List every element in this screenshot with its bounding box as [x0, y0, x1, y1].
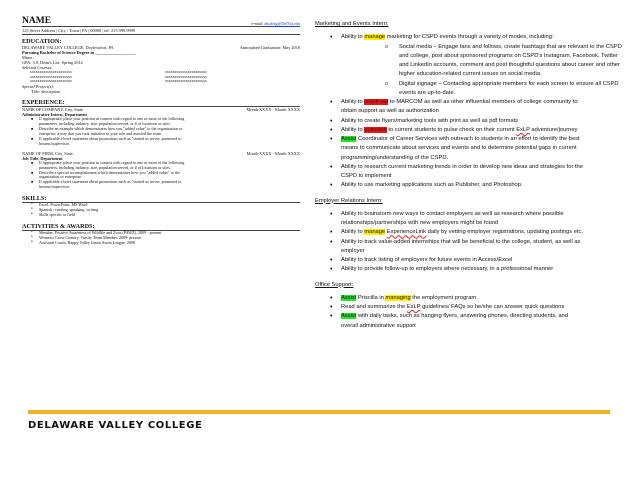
- address-rule: [22, 34, 300, 35]
- spellcheck-word: ExLP: [516, 126, 530, 133]
- job-dates: Month XXXX - Month XXXX: [246, 150, 300, 156]
- minor: Minor:: [22, 55, 34, 61]
- job-bullets: [22, 161, 300, 190]
- job-bullet-cont: parameters, including industry, size, population served, or # of locations or sites.: [39, 164, 171, 170]
- job-bullet: ■ If appropriate, place your position in context with regard to one or more of the following: [31, 161, 300, 166]
- intern-roles-notes: [315, 20, 623, 331]
- text-line: Ability to track value-added internships that will be beneficial to the college, student, as well as: [341, 238, 581, 245]
- job-title: Job Title, Department: [22, 155, 63, 161]
- marketing-bullet: [315, 98, 623, 117]
- project-title: Title: description: [31, 88, 61, 94]
- resume-name: NAME: [22, 16, 52, 26]
- sub-bullet-social-media: [341, 43, 623, 80]
- school-name: DELAWARE VALLEY COLLEGE, Doylestown, PA: [22, 45, 114, 50]
- job-bullet-cont: enterprise; a way that you took initiative in your role and assisted the team: [39, 130, 161, 136]
- highlight-assist: Assist: [341, 294, 357, 301]
- text-run: Ability to: [341, 99, 365, 105]
- text-line: Ability to research current marketing trends in order to develop new ideas and strategies for the: [341, 163, 583, 170]
- highlight-assist: Assist: [341, 136, 357, 142]
- employer-bullet: • Ability to track listing of employers for future events in Access/Excel: [315, 256, 623, 265]
- resume-header: [22, 14, 300, 26]
- highlight-managing: managing: [385, 294, 411, 301]
- text-run: guidelines/ FAQs so he/she can answer quick questions: [420, 304, 565, 310]
- job-bullet: ■ Describe an example which demonstrates how you "added value" to the organization or: [31, 127, 300, 132]
- text-line: Social media – Engage fans and follows, create hashtags that are relevant to the CSPD: [399, 43, 622, 50]
- college-wordmark: DELAWARE VALLEY COLLEGE: [28, 420, 203, 431]
- job-title: Administrative Intern, Department: [22, 111, 87, 117]
- activities-list: [22, 231, 300, 246]
- skills-heading: SKILLS:: [22, 195, 47, 203]
- spellcheck-word: ExLP: [406, 304, 421, 310]
- text-line: and college, post about sponsored programs on CSPD's Instagram, Facebook, Twitter: [399, 52, 618, 59]
- employer-heading: Employer Relations Intern:: [315, 197, 383, 204]
- job-bullet: ■ If applicable a brief statement about promotions such as "started as server, promoted to: [31, 180, 300, 185]
- email-label: e-mail:: [251, 21, 264, 26]
- job-company: NAME OF FIRM, City, State: [22, 150, 73, 156]
- text-run: Read and summarize the: [341, 304, 407, 310]
- job-bullets: [22, 117, 300, 146]
- footer-accent-bar: [28, 410, 610, 414]
- resume-email: [251, 21, 300, 26]
- skill-item: • Spanish - reading, speaking, writing: [31, 208, 300, 213]
- header-rule: [22, 26, 300, 27]
- text-line: higher education-related current issues on social media.: [399, 71, 542, 78]
- job-bullet-cont: parameters, including industry, size, population served, or # of locations or sites.: [39, 120, 171, 126]
- resume-address: 123 Street Address | City / Town | PA | 00000 | tel: 215.999.9999: [22, 28, 136, 33]
- employer-list: [315, 210, 623, 275]
- text-run: adventure/journey: [529, 126, 578, 133]
- text-line: CSPD to implement: [341, 173, 392, 179]
- job-bullet: ■ If appropriate, place your position in context with regard to one or more of the following: [31, 117, 300, 122]
- job-company: NAME OF COMPANY, City, State: [22, 106, 83, 112]
- text-run: to MARCOM as well as other influential members of college community to: [388, 99, 578, 105]
- activities-heading: ACTIVITIES & AWARDS:: [22, 222, 95, 230]
- office-bullet: [315, 312, 623, 331]
- activity-item: • Assistant Coach, Happy Valley Junior Swim League, 2008: [31, 241, 300, 246]
- employer-bullet: [315, 228, 623, 237]
- course-item: xxxxxxxxxxxxxxxxxxxxxx: [165, 79, 207, 84]
- course-item: xxxxxxxxxxxxxxxxxxxxxx: [30, 79, 72, 84]
- highlight-assist: Assist: [341, 313, 357, 320]
- marketing-bullet: [315, 33, 623, 98]
- degree: Pursuing Bachelor of Science Degree in ___________________: [22, 50, 136, 56]
- text-run: marketing for CSPD events through a variety of modes, including:: [385, 34, 554, 41]
- job-bullet-cont: organization or enterprise.: [39, 174, 83, 180]
- course-item: xxxxxxxxxxxxxxxxxxxxxx: [165, 70, 207, 75]
- gpa: GPA: 3.0; Dean's List: Spring 2012: [22, 60, 83, 66]
- text-line: means to communicate about services and events and to determine potential gaps in current: [341, 145, 577, 152]
- text-run: daily by vetting employer registrations, updating postings etc.: [426, 229, 583, 236]
- projects-label: Special Project(s):: [22, 83, 55, 89]
- text-line: obtain support as well as authorization: [341, 108, 439, 115]
- text-line: employer: [341, 247, 365, 254]
- text-line: Digital signage – Contacting appropriate members for each screen to ensure all CSPD: [399, 80, 619, 87]
- job-dates: Month XXXX - Month XXXX: [246, 106, 300, 112]
- course-list: [22, 70, 300, 83]
- skill-item: • Skills specific to field: [31, 213, 300, 218]
- course-item: xxxxxxxxxxxxxxxxxxxxxx: [30, 70, 72, 75]
- text-line: Ability to brainstorm new ways to contact employers as well as research where possible: [341, 210, 564, 217]
- graduation-date: Anticipated Graduation: May 2016: [239, 45, 300, 50]
- education-heading: EDUCATION:: [22, 38, 62, 45]
- job-bullet: ■ Describe a special accomplishment which demonstrates how you "added value" to the: [31, 171, 300, 176]
- activity-item: • Member, Positive Awareness of Wildlife and Zoos (PAWZ), 2009 - present: [31, 231, 300, 236]
- office-list: [315, 294, 623, 331]
- employer-bullet: [315, 210, 623, 229]
- marketing-sublist: [341, 43, 623, 99]
- text-line: events are up-to-date.: [399, 89, 456, 96]
- employer-bullet: [315, 238, 623, 257]
- skills-list: [22, 203, 300, 218]
- highlight-outreach: outreach: [364, 126, 387, 133]
- course-item: xxxxxxxxxxxxxxxxxxxxxx: [30, 74, 72, 79]
- marketing-bullet: [315, 135, 623, 163]
- text-run: Ability to: [341, 34, 365, 41]
- job-bullet-cont: hostess/supervisor.: [39, 184, 70, 190]
- highlight-manage: manage: [364, 229, 386, 236]
- text-run: Ability to: [341, 229, 365, 236]
- text-line: overall administrative support: [341, 322, 416, 329]
- resume-page: [22, 14, 300, 411]
- marketing-bullet: [315, 163, 623, 182]
- text-run: the employment program: [410, 294, 477, 301]
- text-run: Priscilla in: [356, 294, 386, 301]
- job-bullet: ■ If applicable a brief statement about promotions such as "started as server, promoted to: [31, 137, 300, 142]
- activity-item: • Women's Cross Country, Varsity Team Member, 2009- present: [31, 236, 300, 241]
- text-run: to current students to pulse check on their current: [386, 126, 517, 133]
- skill-item: • Excel, PowerPoint, MS Word: [31, 203, 300, 208]
- sub-bullet-digital-signage: [341, 80, 623, 99]
- employer-bullet: • Ability to provide follow-up to employers where necessary, in a professional manner: [315, 265, 623, 274]
- email-link[interactable]: abcdefg@DelVal.edu: [264, 21, 300, 26]
- text-run: with daily tasks, such as hanging flyers, answering phones, directing students, and: [356, 313, 568, 320]
- office-bullet: [315, 294, 623, 303]
- text-line: relationships/partnerships with new employers might be found: [341, 220, 499, 226]
- marketing-bullet: • Ability to use marketing applications such as Publisher, and Photoshop.: [315, 181, 623, 190]
- marketing-bullet: [315, 126, 623, 135]
- marketing-list: [315, 33, 623, 190]
- text-line: and LinkedIn accounts, comment and post thoughtful questions about career and other: [399, 62, 620, 68]
- marketing-bullet: • Ability to create flyers/marketing tools with print as well as pdf formats: [315, 117, 623, 126]
- text-run: Coordinator of Career Services with outreach to students in an effort to identify the best: [356, 136, 580, 142]
- marketing-heading: Marketing and Events Intern:: [315, 21, 389, 27]
- office-heading: Office Support:: [315, 281, 354, 288]
- experience-heading: EXPERIENCE:: [22, 98, 65, 106]
- office-bullet: [315, 303, 623, 312]
- job-bullet-cont: hostess/supervisor.: [39, 140, 70, 146]
- slide-footer: [0, 410, 638, 479]
- highlight-manage: manage: [364, 34, 386, 41]
- course-item: xxxxxxxxxxxxxxxxxxxxxx: [165, 74, 207, 79]
- text-line: programming/understanding of the CSPD.: [341, 154, 449, 161]
- spellcheck-word: ExperienceLink: [386, 229, 427, 236]
- highlight-reach-out: reach out: [364, 99, 389, 105]
- text-run: Ability to: [341, 126, 365, 133]
- courses-label: Selected Courses:: [22, 65, 53, 71]
